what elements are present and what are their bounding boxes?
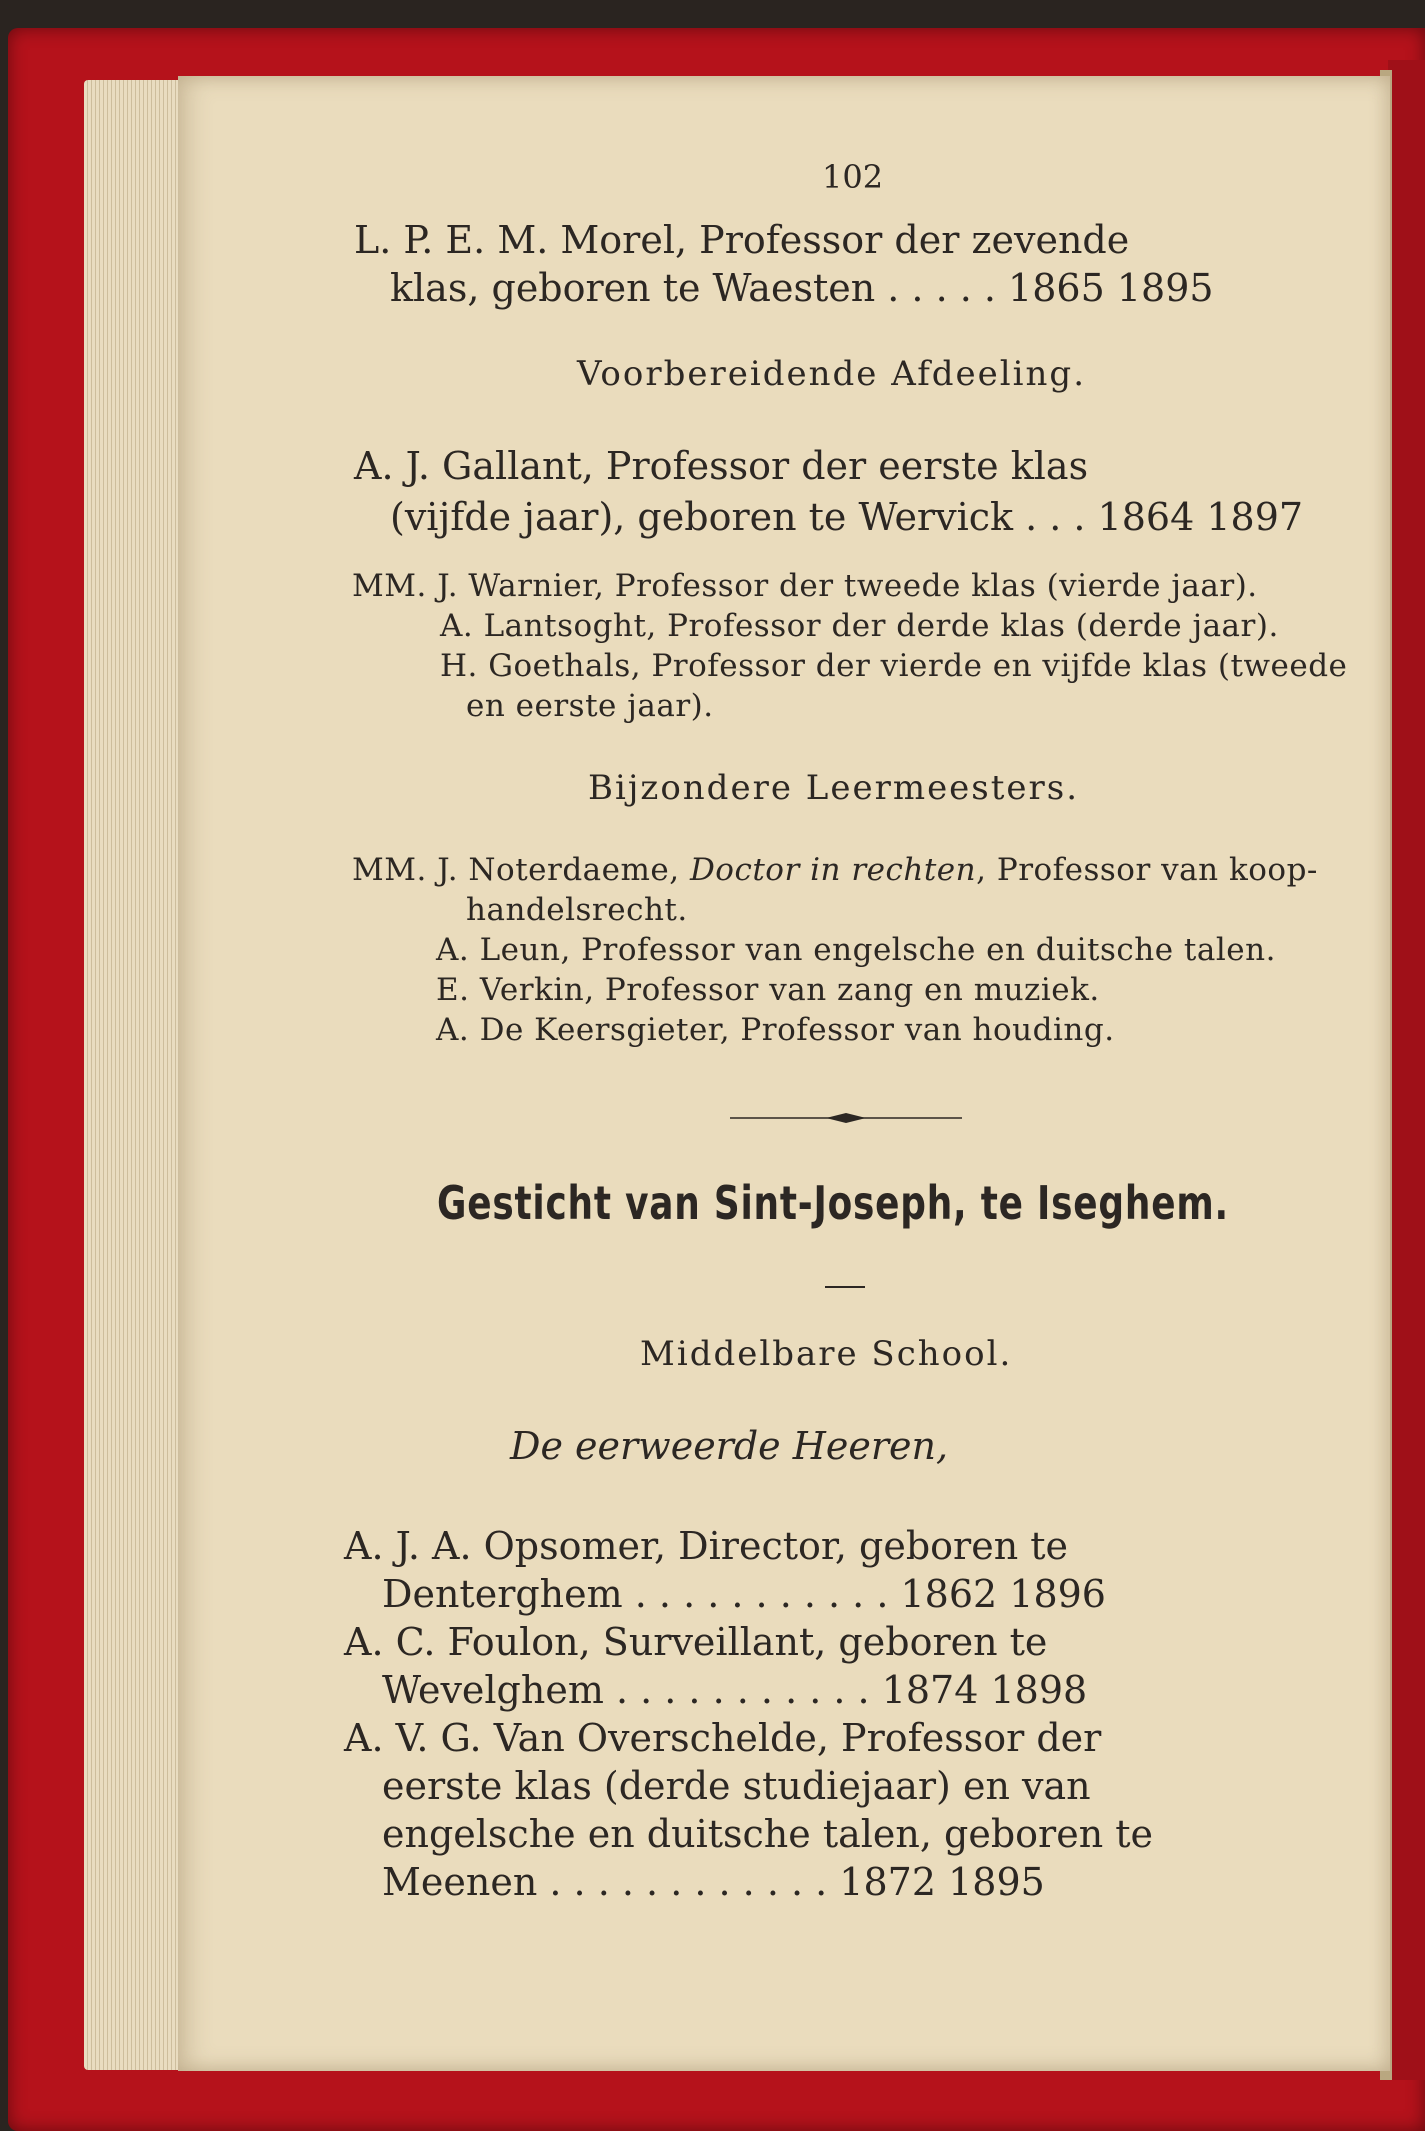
noterdaeme-italic: Doctor in rechten (689, 852, 977, 888)
salutation: De eerweerde Heeren, (510, 1424, 949, 1468)
entry-opsomer-line2: Denterghem . . . . . . . . . . . 1862 1896 (382, 1572, 1106, 1616)
heading-bijzondere-leermeesters: Bijzondere Leermeesters. (588, 768, 1080, 808)
entry-gallant-line1: A. J. Gallant, Professor der eerste klas (354, 444, 1089, 488)
entry-leun: A. Leun, Professor van engelsche en duitsche talen. (436, 932, 1276, 968)
divider-ornament (730, 1112, 962, 1124)
entry-van-overschelde-line4: Meenen . . . . . . . . . . . . 1872 1895 (382, 1860, 1045, 1904)
entry-noterdaeme-line2: handelsrecht. (466, 892, 688, 928)
entry-warnier: MM. J. Warnier, Professor der tweede klas (vierde jaar). (352, 568, 1258, 604)
entry-van-overschelde-line2: eerste klas (derde studiejaar) en van (382, 1764, 1091, 1808)
entry-de-keersgieter: A. De Keersgieter, Professor van houding. (436, 1012, 1115, 1048)
page-number: 102 (822, 158, 884, 196)
noterdaeme-prefix: MM. J. Noterdaeme, (352, 852, 690, 888)
entry-goethals-line2: en eerste jaar). (466, 688, 714, 724)
entry-gallant-line2: (vijfde jaar), geboren te Wervick . . . 1864 1897 (390, 495, 1304, 539)
page-edges (84, 80, 184, 2070)
entry-noterdaeme-line1 (352, 852, 1318, 888)
main-title: Gesticht van Sint-Joseph, te Iseghem. (437, 1176, 1229, 1230)
divider-dash (825, 1286, 865, 1288)
entry-foulon-line2: Wevelghem . . . . . . . . . . . 1874 1898 (382, 1668, 1088, 1712)
entry-lantsoght: A. Lantsoght, Professor der derde klas (derde jaar). (440, 608, 1279, 644)
entry-verkin: E. Verkin, Professor van zang en muziek. (436, 972, 1100, 1008)
entry-van-overschelde-line3: engelsche en duitsche talen, geboren te (382, 1812, 1154, 1856)
noterdaeme-suffix: , Professor van koop- (976, 852, 1318, 888)
entry-foulon-line1: A. C. Foulon, Surveillant, geboren te (344, 1620, 1048, 1664)
entry-van-overschelde-line1: A. V. G. Van Overschelde, Professor der (344, 1716, 1102, 1760)
entry-morel-line2: klas, geboren te Waesten . . . . . 1865 1895 (390, 266, 1214, 310)
entry-goethals-line1: H. Goethals, Professor der vierde en vijfde klas (tweede (440, 648, 1348, 684)
heading-middelbare-school: Middelbare School. (640, 1334, 1013, 1374)
book-spine (1388, 60, 1425, 2080)
entry-opsomer-line1: A. J. A. Opsomer, Director, geboren te (344, 1524, 1069, 1568)
entry-morel-line1: L. P. E. M. Morel, Professor der zevende (354, 218, 1130, 262)
heading-voorbereidende-afdeeling: Voorbereidende Afdeeling. (577, 354, 1086, 394)
